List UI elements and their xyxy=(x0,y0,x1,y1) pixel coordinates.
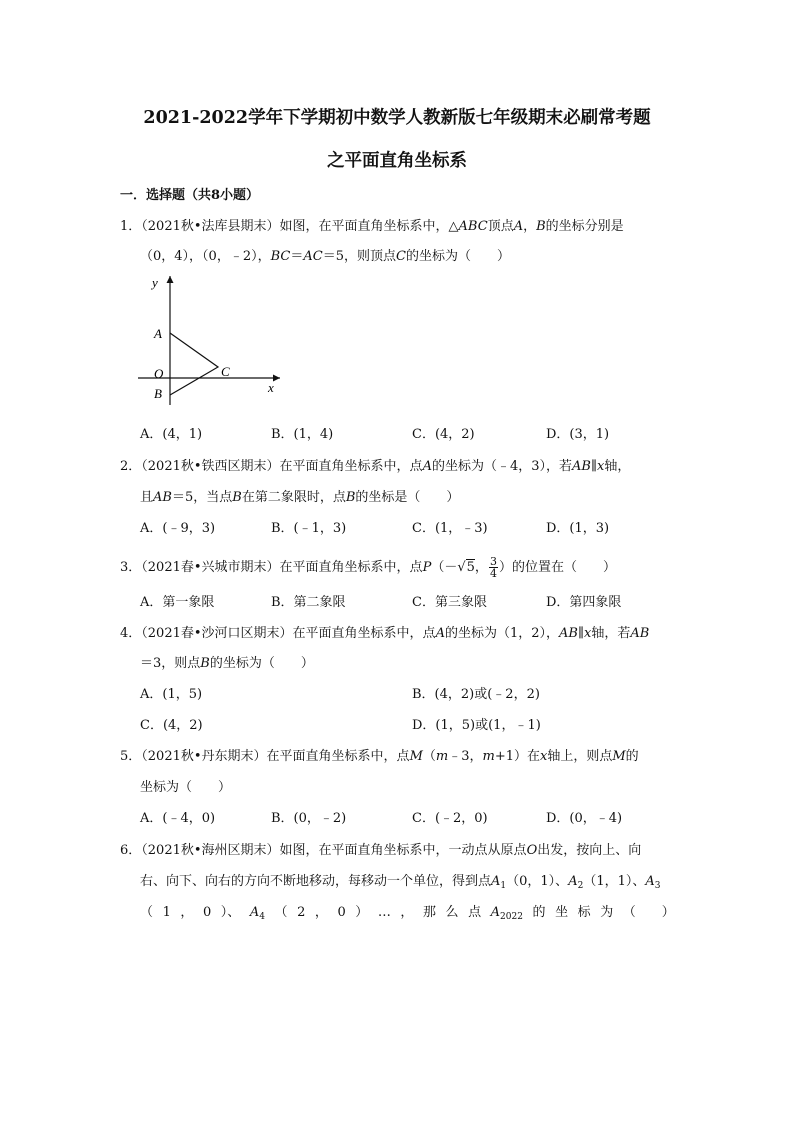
q5-text: （ xyxy=(422,749,436,764)
q3-option-d[interactable]: D．第四象限 xyxy=(546,595,622,610)
document-title-line2: 之平面直角坐标系 xyxy=(327,151,467,171)
question-1-line2 xyxy=(140,248,510,266)
q3-text: ）的位置在（ ） xyxy=(498,560,616,575)
q2-source: （2021秋•铁西区期末） xyxy=(141,459,280,474)
q6-text: 如图，在平面直角坐标系中，一动点从原点 xyxy=(279,843,527,858)
q4-option-d[interactable]: D．(1，5)或(1，﹣1) xyxy=(412,718,541,733)
q3-radical-sign: √ xyxy=(457,560,466,575)
q4-b: B xyxy=(200,656,210,671)
q5-text: 在平面直角坐标系中，点 xyxy=(266,749,410,764)
q3-numerator: 3 xyxy=(489,555,497,568)
q6-number: 6． xyxy=(120,843,142,858)
q1-text: 的坐标分别是 xyxy=(545,219,624,234)
q5-text: 的 xyxy=(625,749,639,764)
q3-option-b[interactable]: B．第二象限 xyxy=(271,595,346,610)
q6-char: 么 xyxy=(445,905,459,920)
question-3-line1 xyxy=(120,556,616,579)
point-c-label: C xyxy=(221,364,230,379)
q1-coords: （0，4），（0，﹣2）， xyxy=(140,249,271,264)
q1-abc: ABC xyxy=(458,219,488,234)
q3-p: P xyxy=(422,560,432,575)
q5-m: M xyxy=(612,749,626,764)
q2-option-d[interactable]: D．(1，3) xyxy=(546,521,610,536)
q6-coord: （1，1）、 xyxy=(583,874,646,889)
q1-b: B xyxy=(536,219,546,234)
q4-text: 的坐标为（ ） xyxy=(209,656,314,671)
q1-text: 如图，在平面直角坐标系中，△ xyxy=(279,219,459,234)
q6-coord: （0，1）、 xyxy=(506,874,569,889)
q2-a: A xyxy=(422,459,432,474)
q2-option-a[interactable]: A．(﹣9，3) xyxy=(140,521,216,536)
q2-text: 的坐标为（﹣4，3），若 xyxy=(431,459,572,474)
q2-text: 轴， xyxy=(604,459,631,474)
q1-text: ＝5，则顶点 xyxy=(322,249,396,264)
question-5-line1 xyxy=(120,748,639,766)
q3-paren: （ xyxy=(431,560,445,575)
q6-char: 1 xyxy=(162,905,171,920)
triangle-abc xyxy=(170,333,218,395)
q2-text: 的坐标是（ ） xyxy=(355,490,460,505)
q6-char: （ xyxy=(140,905,154,920)
q3-source: （2021春•兴城市期末） xyxy=(141,560,280,575)
q5-m-var: m xyxy=(482,749,495,764)
q6-subscript: 3 xyxy=(654,881,661,891)
q6-char: 的 xyxy=(532,905,546,920)
question-1-line1 xyxy=(120,218,624,236)
q5-option-d[interactable]: D．(0，﹣4) xyxy=(546,811,623,826)
q6-subscript: 2 xyxy=(577,881,584,891)
q2-text: 且 xyxy=(140,490,154,505)
q4-number: 4． xyxy=(120,626,142,641)
q3-comma: ， xyxy=(474,560,488,575)
q3-minus: － xyxy=(444,560,458,575)
q5-option-b[interactable]: B．(0，﹣2) xyxy=(271,811,347,826)
q2-text: 在平面直角坐标系中，点 xyxy=(279,459,423,474)
q1-text: 的坐标为（ ） xyxy=(405,249,510,264)
q3-option-a[interactable]: A．第一象限 xyxy=(140,595,215,610)
q4-text: 在平面直角坐标系中，点 xyxy=(292,626,436,641)
question-6-line1 xyxy=(120,842,641,860)
q1-sep: ， xyxy=(523,219,537,234)
q6-source: （2021秋•海州区期末） xyxy=(141,843,280,858)
q2-ab: AB xyxy=(153,490,172,505)
q2-text: 在第二象限时，点 xyxy=(241,490,346,505)
q5-m: M xyxy=(409,749,423,764)
q6-a: A xyxy=(490,905,501,920)
q5-number: 5． xyxy=(120,749,142,764)
q5-x: x xyxy=(540,749,548,764)
q6-subscript: 1 xyxy=(500,881,507,891)
q6-char: 2 xyxy=(297,905,306,920)
q6-a: A xyxy=(568,874,578,889)
q1-source: （2021秋•法库县期末） xyxy=(141,219,280,234)
q3-radicand: 5 xyxy=(466,560,475,575)
q4-text: 轴，若 xyxy=(591,626,631,641)
point-a-label: A xyxy=(154,326,162,341)
question-2-line1 xyxy=(120,458,630,476)
question-4-line1 xyxy=(120,625,649,643)
q6-char: … xyxy=(377,905,391,920)
q1-bc: BC xyxy=(270,249,291,264)
q2-number: 2． xyxy=(120,459,142,474)
q4-x: x xyxy=(583,626,592,641)
q2-option-c[interactable]: C．(1，﹣3) xyxy=(412,521,488,536)
question-6-line3 xyxy=(140,904,675,922)
q6-subscript: 2022 xyxy=(500,912,523,922)
q1-c: C xyxy=(395,249,406,264)
q4-ab: AB xyxy=(559,626,578,641)
q2-option-b[interactable]: B．(﹣1，3) xyxy=(271,521,347,536)
document-title-line1: 2021-2022学年下学期初中数学人教新版七年级期末必刷常考题 xyxy=(143,108,651,128)
q6-char: 那 xyxy=(422,905,436,920)
q3-fraction xyxy=(489,556,498,579)
q5-source: （2021秋•丹东期末） xyxy=(141,749,267,764)
q6-char: 为 xyxy=(600,905,614,920)
q6-text: 出发，按向上、向 xyxy=(537,843,642,858)
question-4-line2 xyxy=(140,655,314,673)
question-2-line2 xyxy=(140,489,459,507)
q2-b: B xyxy=(232,490,242,505)
q4-parallel: ∥ xyxy=(577,626,584,641)
q6-char: 0 xyxy=(202,905,212,920)
q5-text: 轴上，则点 xyxy=(547,749,613,764)
q1-option-b[interactable]: B．(1，4) xyxy=(271,427,334,442)
q1-ac: AC xyxy=(303,249,323,264)
q5-option-a[interactable]: A．(﹣4，0) xyxy=(140,811,216,826)
q6-char: ， xyxy=(180,905,194,920)
q2-ab: AB xyxy=(572,459,591,474)
q6-text: 右、向下、向右的方向不断地移动，每移动一个单位，得到点 xyxy=(140,874,492,889)
q3-denominator: 4 xyxy=(489,567,497,580)
q1-number: 1． xyxy=(120,219,142,234)
q3-text: 在平面直角坐标系中，点 xyxy=(279,560,423,575)
q1-option-a[interactable]: A．(4，1) xyxy=(140,427,203,442)
q1-eq: ＝ xyxy=(290,249,304,264)
q6-a4 xyxy=(250,904,265,922)
q4-text: ＝3，则点 xyxy=(140,656,201,671)
q3-number: 3． xyxy=(120,560,142,575)
q6-o: O xyxy=(526,843,538,858)
q4-source: （2021春•沙河口区期末） xyxy=(141,626,293,641)
q5-m-var: m xyxy=(435,749,449,764)
q1-text: 顶点 xyxy=(487,219,514,234)
q1-figure xyxy=(130,270,290,410)
q6-char: 点 xyxy=(468,905,482,920)
point-b-label: B xyxy=(154,386,162,401)
q4-text: 的坐标为（1，2）， xyxy=(444,626,559,641)
q6-char: 标 xyxy=(577,905,591,920)
q6-a: A xyxy=(491,874,501,889)
q6-char: 坐 xyxy=(555,905,569,920)
q4-option-a[interactable]: A．(1，5) xyxy=(140,687,203,702)
q6-char: ） xyxy=(355,905,369,920)
q2-text: ＝5，当点 xyxy=(171,490,233,505)
q2-b: B xyxy=(345,490,356,505)
question-6-line2 xyxy=(140,873,660,891)
q5-text: ﹣3， xyxy=(448,749,483,764)
q6-char: ）、 xyxy=(220,905,241,920)
q6-char: ， xyxy=(314,905,328,920)
q6-char: ， xyxy=(400,905,414,920)
q2-parallel: ∥ xyxy=(590,459,597,474)
q4-option-b[interactable]: B．(4，2)或(﹣2，2) xyxy=(412,687,540,702)
q1-a: A xyxy=(513,219,524,234)
q4-option-c[interactable]: C．(4，2) xyxy=(140,718,203,733)
section-heading: 一．选择题（共8小题） xyxy=(120,188,260,203)
q1-option-c[interactable]: C．(4，2) xyxy=(412,427,475,442)
q6-a2022 xyxy=(491,904,523,922)
q3-option-c[interactable]: C．第三象限 xyxy=(412,595,487,610)
q6-char: （ xyxy=(274,905,288,920)
q6-char: （ ） xyxy=(622,905,675,920)
y-axis-label: y xyxy=(152,275,158,290)
x-axis-label: x xyxy=(268,380,274,395)
q6-a: A xyxy=(249,905,260,920)
q1-option-d[interactable]: D．(3，1) xyxy=(546,427,610,442)
question-5-line2: 坐标为（ ） xyxy=(140,780,232,795)
q5-text: +1）在 xyxy=(494,749,540,764)
q5-option-c[interactable]: C．(﹣2，0) xyxy=(412,811,488,826)
q6-char: 0 xyxy=(337,905,346,920)
q6-subscript: 4 xyxy=(259,912,265,922)
q4-ab: AB xyxy=(630,626,650,641)
q2-x: x xyxy=(596,459,605,474)
origin-label: O xyxy=(154,366,164,381)
q6-a: A xyxy=(645,874,655,889)
q4-a: A xyxy=(435,626,445,641)
